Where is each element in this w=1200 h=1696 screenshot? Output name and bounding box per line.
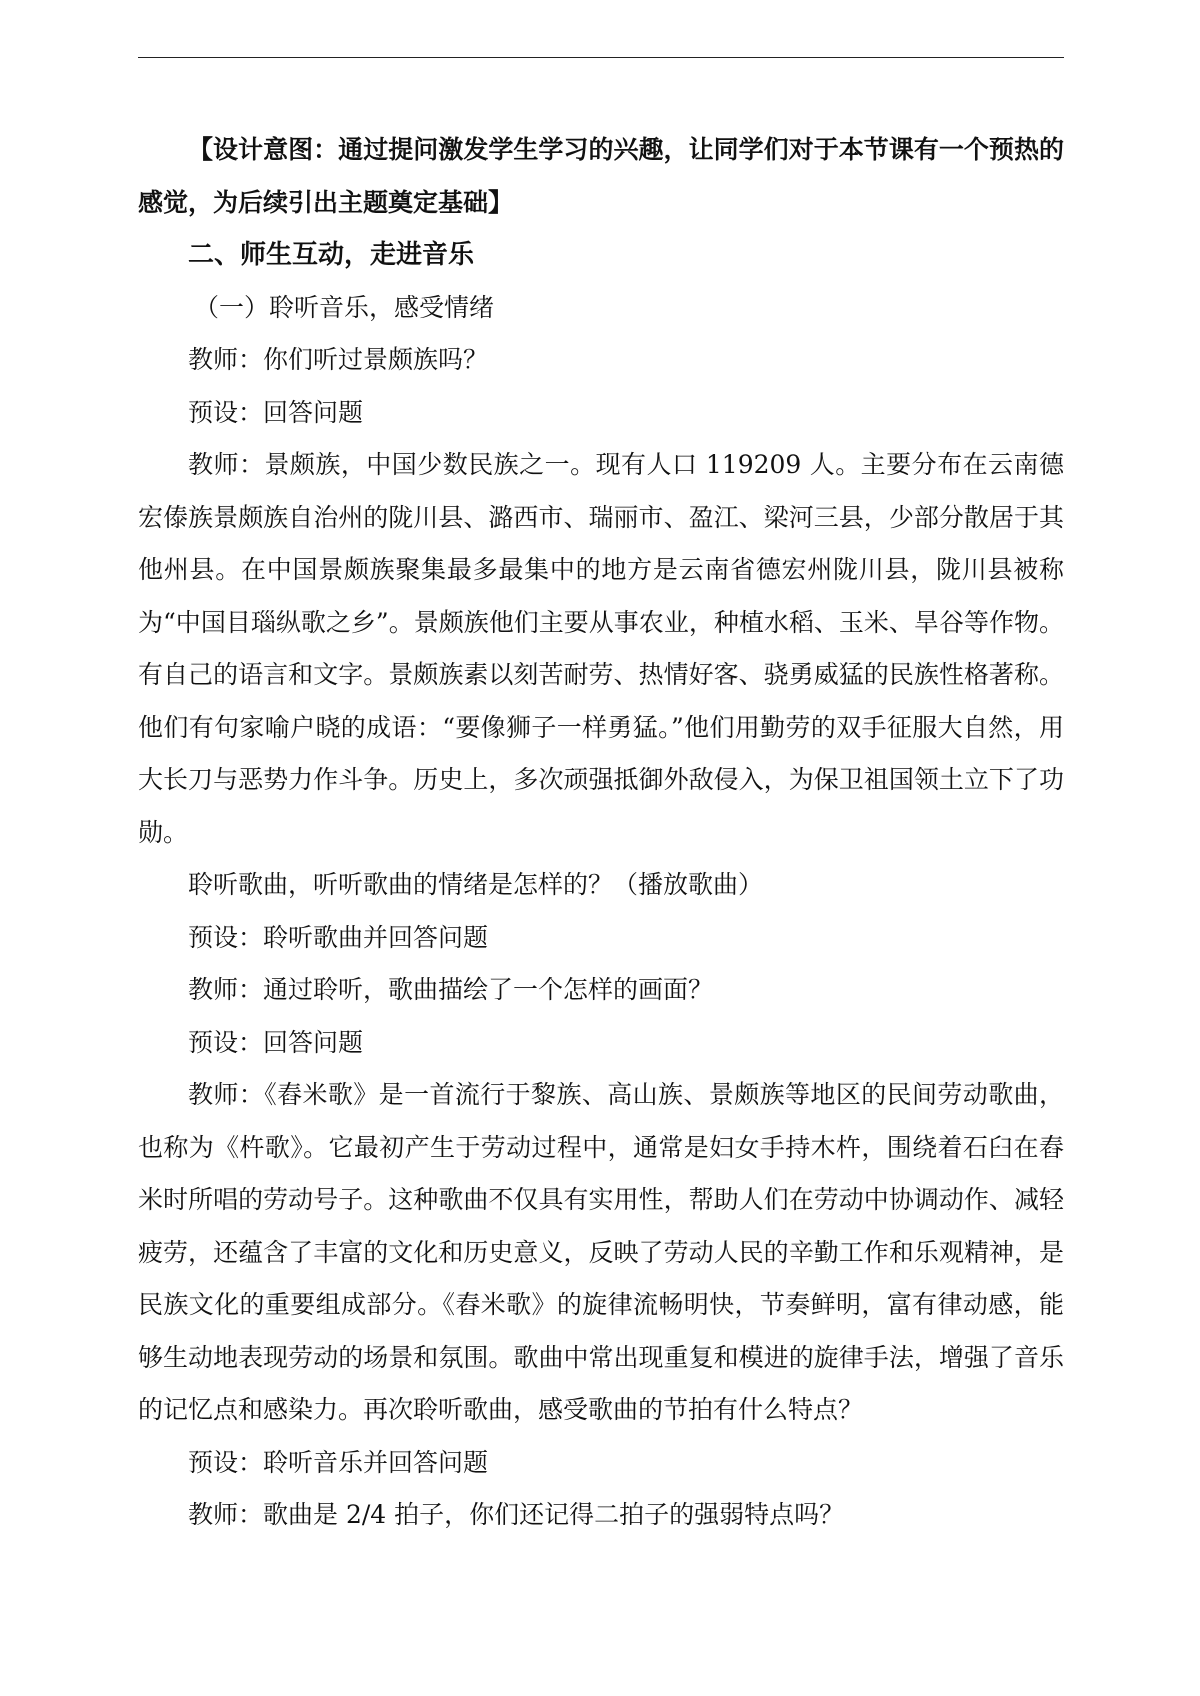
document-body	[138, 124, 1064, 1542]
paragraph: 教师：《舂米歌》是一首流行于黎族、高山族、景颇族等地区的民间劳动歌曲，也称为《杵歌》。它最初产生于劳动过程中，通常是妇女手持木杵，围绕着石臼在舂米时所唱的劳动号子。这种歌曲不仅具有实用性，帮助人们在劳动中协调动作、减轻疲劳，还蕴含了丰富的文化和历史意义，反映了劳动人民的辛勤工作和乐观精神，是民族文化的重要组成部分。《舂米歌》的旋律流畅明快，节奏鲜明，富有律动感，能够生动地表现劳动的场景和氛围。歌曲中常出现重复和模进的旋律手法，增强了音乐的记忆点和感染力。再次聆听歌曲，感受歌曲的节拍有什么特点？	[138, 1080, 1064, 1424]
paragraph: 预设：回答问题	[188, 1027, 364, 1057]
paragraph: 预设：回答问题	[188, 397, 364, 427]
paragraph: 教师：歌曲是 2/4 拍子，你们还记得二拍子的强弱特点吗？	[188, 1500, 845, 1529]
paragraph: 教师：景颇族，中国少数民族之一。现有人口 119209 人。主要分布在云南德宏傣族景颇族自治州的陇川县、潞西市、瑞丽市、盈江、梁河三县，少部分散居于其他州县。在中国景颇族聚集最多最集中的地方是云南省德宏州陇川县，陇川县被称为“中国目瑙纵歌之乡”。景颇族他们主要从事农业，种植水稻、玉米、旱谷等作物。有自己的语言和文字。景颇族素以刻苦耐劳、热情好客、骁勇威猛的民族性格著称。他们有句家喻户晓的成语：“要像狮子一样勇猛。”他们用勤劳的双手征服大自然，用大长刀与恶势力作斗争。历史上，多次顽强抵御外敌侵入，为保卫祖国领土立下了功勋。	[138, 450, 1064, 847]
subsection-heading: （一）聆听音乐，感受情绪	[194, 292, 495, 322]
design-intent-note: 【设计意图：通过提问激发学生学习的兴趣，让同学们对于本节课有一个预热的感觉，为后续引出主题奠定基础】	[138, 135, 1064, 217]
paragraph: 聆听歌曲，听听歌曲的情绪是怎样的？（播放歌曲）	[188, 870, 764, 899]
header-rule	[138, 57, 1064, 58]
paragraph: 预设：聆听歌曲并回答问题	[188, 922, 489, 952]
section-heading: 二、师生互动，走进音乐	[188, 240, 475, 270]
paragraph: 预设：聆听音乐并回答问题	[188, 1447, 489, 1477]
paragraph: 教师：你们听过景颇族吗？	[188, 345, 489, 374]
paragraph: 教师：通过聆听，歌曲描绘了一个怎样的画面？	[188, 975, 714, 1004]
